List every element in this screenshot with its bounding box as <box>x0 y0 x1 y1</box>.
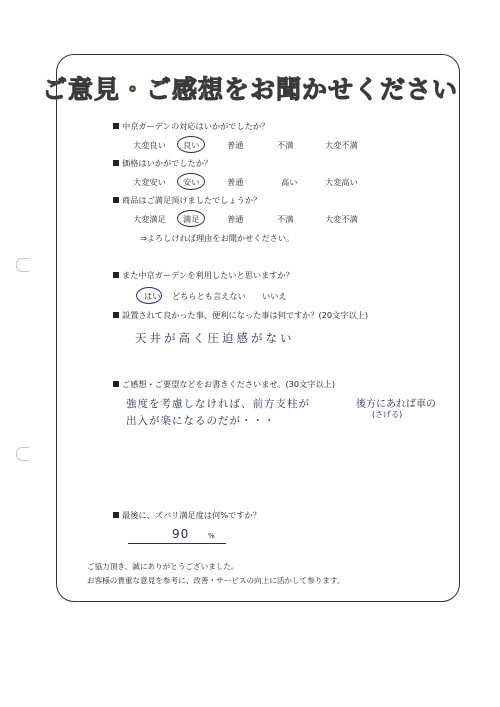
option-reuse-neutral[interactable]: どちらとも言えない <box>172 291 246 301</box>
option-product-normal[interactable]: 普通 <box>227 214 244 224</box>
bullet-square-icon <box>113 123 119 129</box>
bullet-square-icon <box>113 197 119 203</box>
question-service: 中京ガーデンの対応はいかがでしたか？ <box>113 121 269 132</box>
footer-thanks: ご協力頂き、誠にありがとうございました。 <box>87 562 239 571</box>
option-service-unsatisfied[interactable]: 不満 <box>277 140 294 150</box>
bullet-square-icon <box>113 272 119 278</box>
reason-prompt: ⇒よろしければ理由をお聞かせください。 <box>140 233 295 243</box>
option-price-very-cheap[interactable]: 大変安い <box>133 177 166 187</box>
bullet-square-icon <box>113 512 119 518</box>
option-product-satisfied[interactable]: 満足 <box>183 214 200 224</box>
option-service-very-unsatisfied[interactable]: 大変不満 <box>325 140 358 150</box>
question-comments: ご感想・ご要望などをお書きくださいませ。(30文字以上) <box>113 379 335 390</box>
selection-circle <box>177 173 205 190</box>
question-satisfaction: 最後に、ズバリ満足度は何%ですか？ <box>113 510 261 521</box>
footer-message: お客様の貴重な意見を参考に、改善・サービスの向上に活かして参ります。 <box>87 576 345 585</box>
satisfaction-underline <box>128 543 226 544</box>
option-price-cheap[interactable]: 安い <box>183 177 200 187</box>
question-price: 価格はいかがでしたか？ <box>113 158 212 169</box>
option-service-normal[interactable]: 普通 <box>227 140 244 150</box>
selection-circle <box>136 287 162 304</box>
option-reuse-no[interactable]: いいえ <box>262 291 287 301</box>
option-price-expensive[interactable]: 高い <box>281 177 298 187</box>
comments-answer-line1b: 後方にあれば車の <box>356 399 436 410</box>
option-service-good[interactable]: 良い <box>183 140 200 150</box>
option-product-unsatisfied[interactable]: 不満 <box>277 214 294 224</box>
question-reuse: また中京ガーデンを利用したいと思いますか？ <box>113 270 294 281</box>
survey-title: ご意見・ご感想をお聞かせください <box>41 75 458 104</box>
bullet-square-icon <box>113 160 119 166</box>
question-product: 商品はご満足頂けましたでしょうか？ <box>113 195 261 206</box>
comments-answer-insert: (さげる) <box>372 410 403 419</box>
comments-answer-line1: 強度を考慮しなければ、前方支柱が <box>126 398 310 410</box>
selection-circle <box>177 210 205 227</box>
option-price-very-expensive[interactable]: 大変高い <box>325 177 358 187</box>
bullet-square-icon <box>113 381 119 387</box>
option-reuse-yes[interactable]: はい <box>144 291 161 301</box>
good-points-answer: 天井が高く圧迫感がない <box>135 331 295 345</box>
punch-hole-top <box>16 258 29 272</box>
option-product-very-satisfied[interactable]: 大変満足 <box>133 214 166 224</box>
satisfaction-answer: 90 <box>172 527 190 541</box>
question-good-points: 設置されて良かった事、便利になった事は何ですか？(20文字以上) <box>113 310 368 321</box>
punch-hole-bottom <box>16 447 29 461</box>
option-price-normal[interactable]: 普通 <box>227 177 244 187</box>
option-service-very-good[interactable]: 大変良い <box>133 140 166 150</box>
comments-answer-line2: 出入が楽になるのだが・・・ <box>126 415 276 427</box>
selection-circle <box>177 136 205 153</box>
satisfaction-unit: % <box>208 532 215 540</box>
option-product-very-unsatisfied[interactable]: 大変不満 <box>325 214 358 224</box>
bullet-square-icon <box>113 312 119 318</box>
